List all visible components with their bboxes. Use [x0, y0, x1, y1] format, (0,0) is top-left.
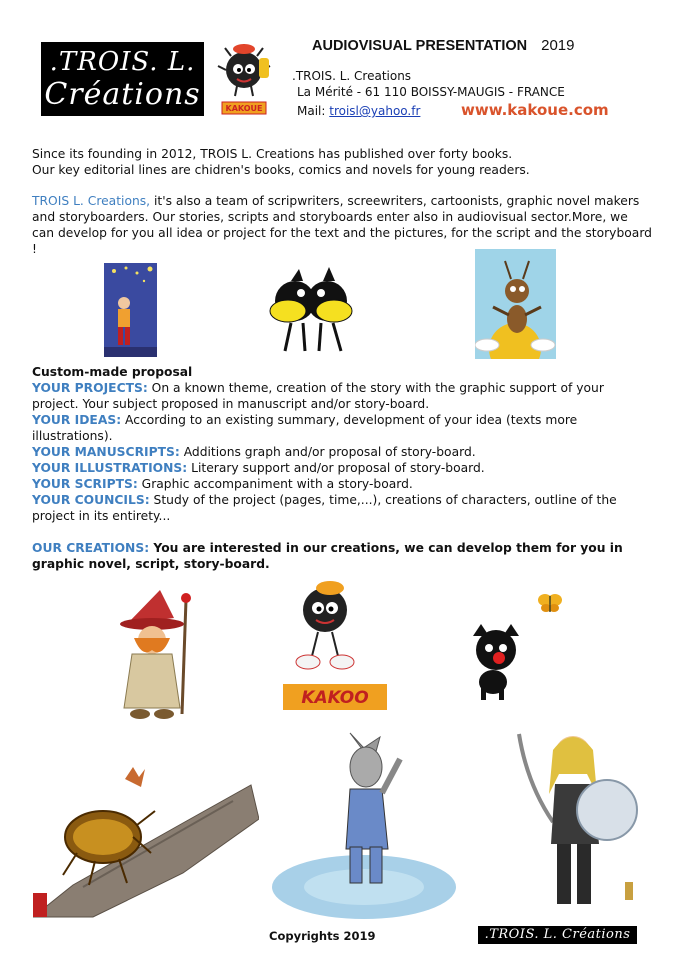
- twin-birds-illustration: [263, 263, 361, 359]
- kakoue-mascot-illustration: [213, 40, 275, 118]
- proposal-heading: Custom-made proposal: [32, 365, 193, 379]
- footer-logo: .TROIS. L. Créations: [478, 926, 637, 944]
- warrior-girl-illustration: [513, 724, 643, 912]
- kakoo-character-illustration: [290, 578, 360, 676]
- copyright-text: Copyrights 2019: [269, 929, 376, 943]
- ant-flower-illustration: [475, 249, 556, 359]
- boy-night-illustration: [104, 263, 157, 357]
- beetle-log-illustration: [33, 767, 259, 919]
- wolf-puddle-illustration: [270, 719, 458, 921]
- creations-paragraph: OUR CREATIONS: You are interested in our creations, we can develop them for you in graphic novel, script, story-board.: [32, 541, 623, 571]
- butterfly-illustration: [537, 592, 563, 614]
- team-brand: TROIS L. Creations,: [32, 194, 151, 208]
- proposal-item: YOUR COUNCILS: Study of the project (pages, time,...), creations of characters, outline of the project in its entirety...: [32, 493, 617, 523]
- proposal-item: YOUR SCRIPTS: Graphic accompaniment with a story-board.: [32, 477, 413, 491]
- team-paragraph: TROIS L. Creations, it's also a team of scripwriters, screewriters, cartoonists, graphic novel makers and storyboarders. Our stories, scripts and storyboards enter also in audiovisual sector.More, we can develop for you all idea or project for the text and the pictures, for the script and the storyboard !: [32, 194, 652, 256]
- document-year: 2019: [541, 37, 575, 54]
- company-logo: .TROIS. L. Créations: [41, 42, 204, 116]
- kakoo-logo: [283, 684, 387, 710]
- document-title: AUDIOVISUAL PRESENTATION 2019: [312, 37, 575, 54]
- mail-line: Mail: troisl@yahoo.fr: [297, 104, 421, 118]
- mail-link[interactable]: troisl@yahoo.fr: [329, 104, 421, 118]
- proposal-section: [32, 364, 652, 524]
- mascot-badge-text: KAKOUE: [225, 104, 263, 113]
- proposal-item: YOUR PROJECTS: On a known theme, creation of the story with the graphic support of your project. Your subject proposed in manuscript and/or story-board.: [32, 381, 604, 411]
- wizard-illustration: [112, 588, 202, 726]
- company-address: La Mérité - 61 110 BOISSY-MAUGIS - FRANCE: [297, 85, 565, 99]
- proposal-item: YOUR IDEAS: According to an existing summary, development of your idea (texts more illustrations).: [32, 413, 578, 443]
- proposal-item: YOUR MANUSCRIPTS: Additions graph and/or proposal of story-board.: [32, 445, 476, 459]
- kakoo-logo-text: KAKOO: [301, 688, 369, 708]
- proposal-item: YOUR ILLUSTRATIONS: Literary support and/or proposal of story-board.: [32, 461, 485, 475]
- black-cat-illustration: [463, 624, 529, 702]
- website-link[interactable]: www.kakoue.com: [461, 101, 609, 119]
- company-name: .TROIS. L. Creations: [292, 69, 412, 83]
- intro-paragraph: Since its founding in 2012, TROIS L. Creations has published over forty books. Our key editorial lines are chidren's books, comics and novels for young readers.: [32, 147, 530, 177]
